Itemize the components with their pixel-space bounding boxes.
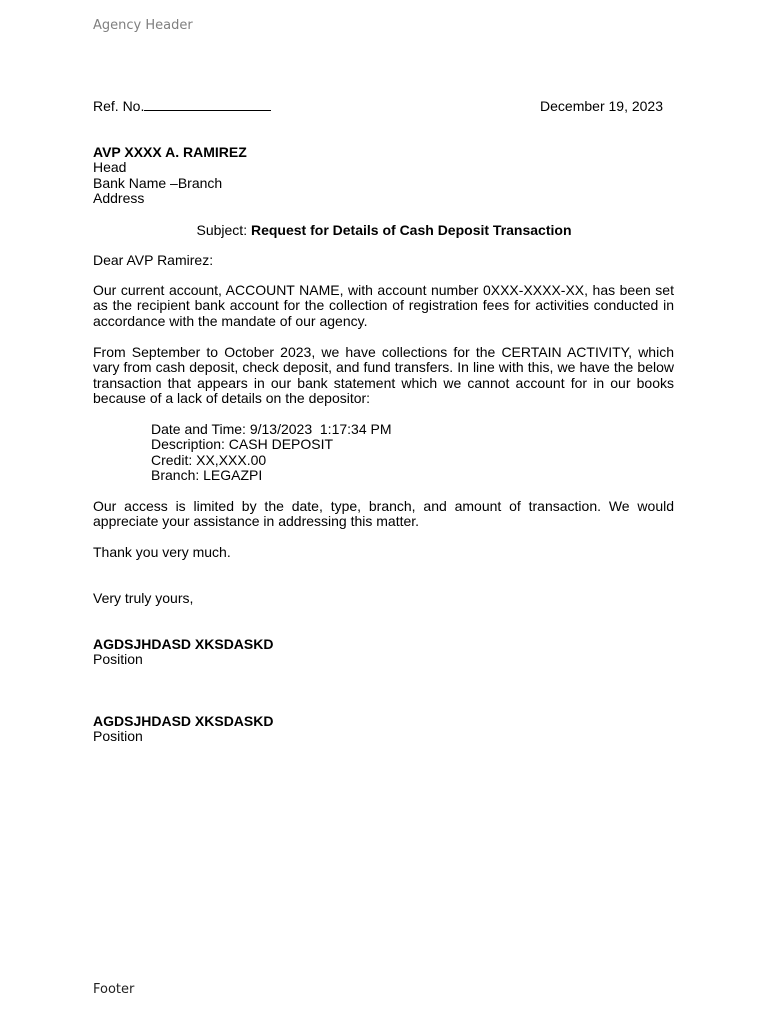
subject-text: Request for Details of Cash Deposit Transaction: [250, 222, 572, 238]
recipient-address: Address: [93, 190, 145, 207]
signatory-position: Position: [93, 651, 143, 668]
paragraph-closing: Our access is limited by the date, type, branch, and amount of transaction. We would appreciate your assistance in addressing this matter.: [93, 498, 674, 530]
transaction-datetime: Date and Time: 9/13/2023 1:17:34 PM: [151, 421, 392, 437]
recipient-bank: Bank Name –Branch: [93, 174, 223, 191]
subject-label: Subject:: [196, 222, 251, 238]
reference-blank-line: [144, 98, 271, 111]
letter-date: December 19, 2023: [540, 98, 663, 114]
recipient-name: AVP XXXX A. RAMIREZ: [93, 144, 247, 160]
valediction: Very truly yours,: [93, 590, 194, 606]
signatory-position: Position: [93, 728, 143, 745]
thanks-line: Thank you very much.: [93, 544, 231, 560]
recipient-title: Head: [93, 159, 127, 176]
page-footer: Footer: [93, 982, 135, 997]
signatory-block: [93, 714, 674, 745]
paragraph-collections: From September to October 2023, we have collections for the CERTAIN ACTIVITY, which vary from cash deposit, check deposit, and fund transfers. In line with this, we have the below transaction that appears in our bank statement which we cannot account for in our books because of a lack of details on the depositor:: [93, 344, 674, 407]
transaction-credit: Credit: XX,XXX.00: [151, 451, 267, 468]
salutation: Dear AVP Ramirez:: [93, 252, 214, 268]
transaction-branch: Branch: LEGAZPI: [151, 467, 263, 484]
reference-label: Ref. No.: [93, 98, 145, 114]
transaction-description: Description: CASH DEPOSIT: [151, 436, 334, 453]
reference-row: [93, 98, 663, 114]
page-header: Agency Header: [93, 18, 193, 33]
signatory-name: AGDSJHDASD XKSDASKD: [93, 713, 274, 729]
signatory-block: [93, 637, 674, 668]
reference-number: [93, 98, 271, 114]
signatory-name: AGDSJHDASD XKSDASKD: [93, 636, 274, 652]
transaction-details: [151, 422, 392, 484]
subject-line: [0, 222, 768, 238]
paragraph-account: Our current account, ACCOUNT NAME, with account number 0XXX-XXXX-XX, has been set as the recipient bank account for the collection of registration fees for activities conducted in accordance with the mandate of our agency.: [93, 282, 674, 329]
recipient-block: [93, 145, 674, 207]
